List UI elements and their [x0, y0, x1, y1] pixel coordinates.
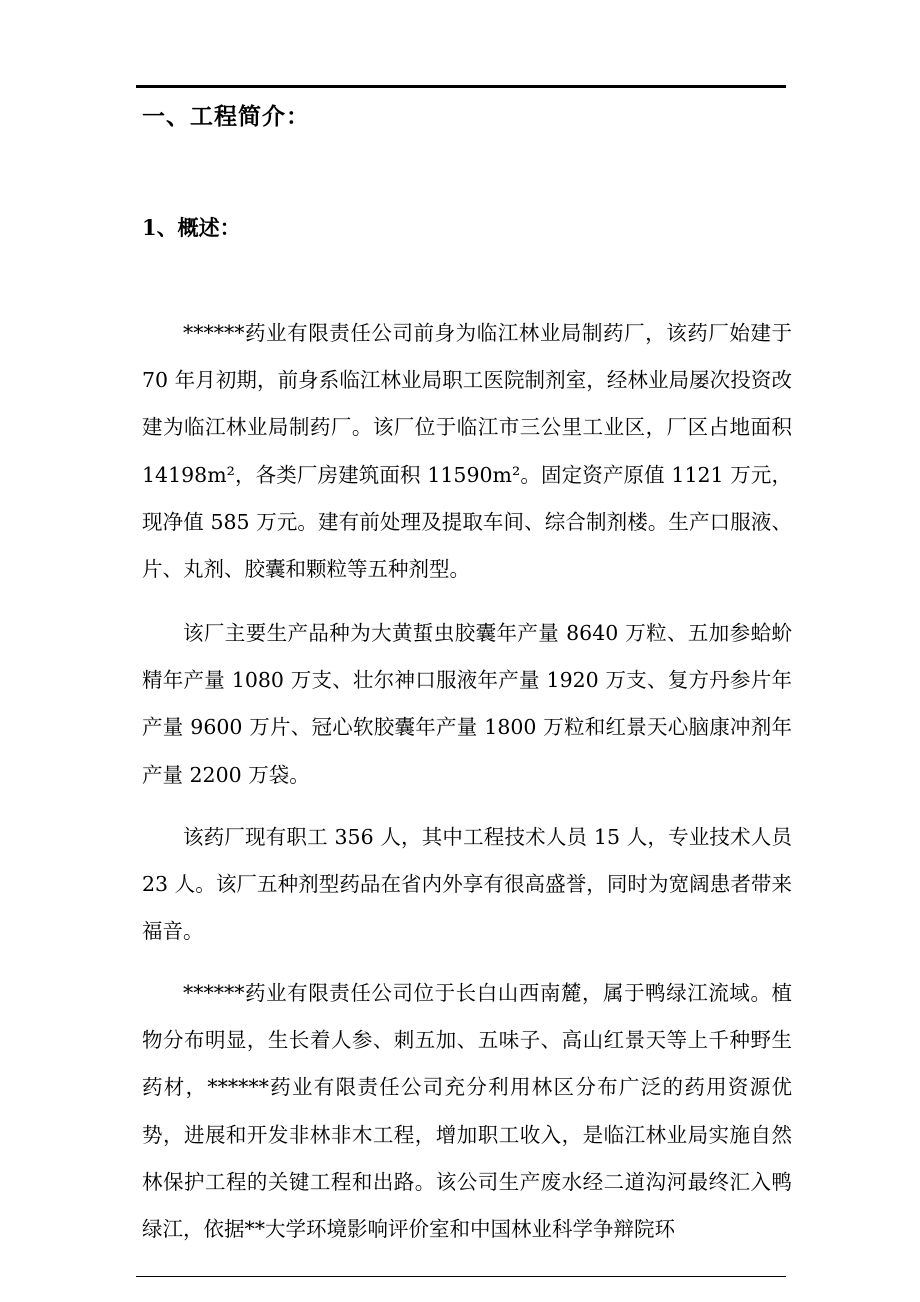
section-heading: 一、工程简介：: [142, 103, 310, 130]
paragraph-overview: [142, 310, 792, 593]
footer-rule: [136, 1276, 786, 1277]
paragraph-location: [142, 970, 792, 1253]
paragraph-products: [142, 610, 792, 799]
subsection-heading: 1、概述：: [142, 215, 241, 240]
paragraph-staff: [142, 814, 792, 956]
paragraph-text: ******药业有限责任公司前身为临江林业局制药厂，该药厂始建于 70 年月初期，前身系临江林业局职工医院制剂室，经林业局屡次投资改建为临江林业局制药厂。该厂位于临江市三公里工业区，厂区占地面积 14198m²，各类厂房建筑面积 11590m²。固定资产原值 1121 万元，现净值 585 万元。建有前处理及提取车间、综合制剂楼。生产口服液、片、丸剂、胶囊和颗粒等五种剂型。: [142, 321, 792, 582]
paragraph-text: ******药业有限责任公司位于长白山西南麓，属于鸭绿江流域。植物分布明显，生长着人参、刺五加、五味子、高山红景天等上千种野生药材，******药业有限责任公司充分利用林区分布广泛的药用资源优势，进展和开发非林非木工程，增加职工收入，是临江林业局实施自然林保护工程的关键工程和出路。该公司生产废水经二道沟河最终汇入鸭绿江，依据**大学环境影响评价室和中国林业科学争辩院环: [142, 981, 792, 1242]
header-rule: [136, 85, 786, 88]
paragraph-text: 该药厂现有职工 356 人，其中工程技术人员 15 人，专业技术人员 23 人。该厂五种剂型药品在省内外享有很高盛誉，同时为宽阔患者带来福音。: [142, 825, 792, 944]
paragraph-text: 该厂主要生产品种为大黄蜇虫胶囊年产量 8640 万粒、五加参蛤蚧精年产量 1080 万支、壮尔神口服液年产量 1920 万支、复方丹参片年产量 9600 万片、冠心软胶囊年产量 1800 万粒和红景天心脑康冲剂年产量 2200 万袋。: [142, 621, 792, 787]
